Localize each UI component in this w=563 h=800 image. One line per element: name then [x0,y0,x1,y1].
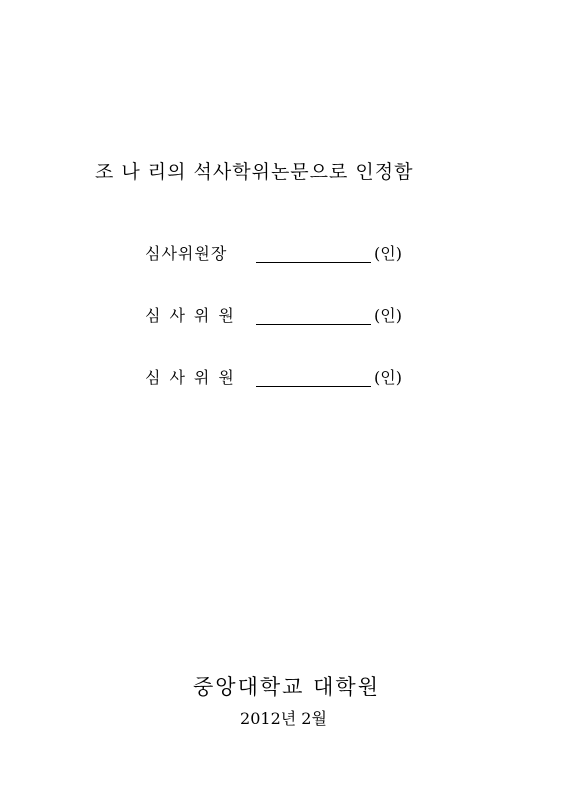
seal-mark: (인) [374,244,402,263]
university-name: 중앙대학교 대학원 [193,675,380,699]
signature-line [256,324,371,325]
approval-statement: 조 나 리의 석사학위논문으로 인정함 [95,161,414,183]
committee-role-label: 심사위원 [145,306,243,325]
signature-line [256,262,371,263]
seal-mark: (인) [374,306,402,325]
signature-line [256,386,371,387]
committee-role-label: 심사위원장 [145,244,228,263]
committee-role-label: 심사위원 [145,368,243,387]
submission-date: 2012년 2월 [240,709,327,728]
seal-mark: (인) [374,368,402,387]
